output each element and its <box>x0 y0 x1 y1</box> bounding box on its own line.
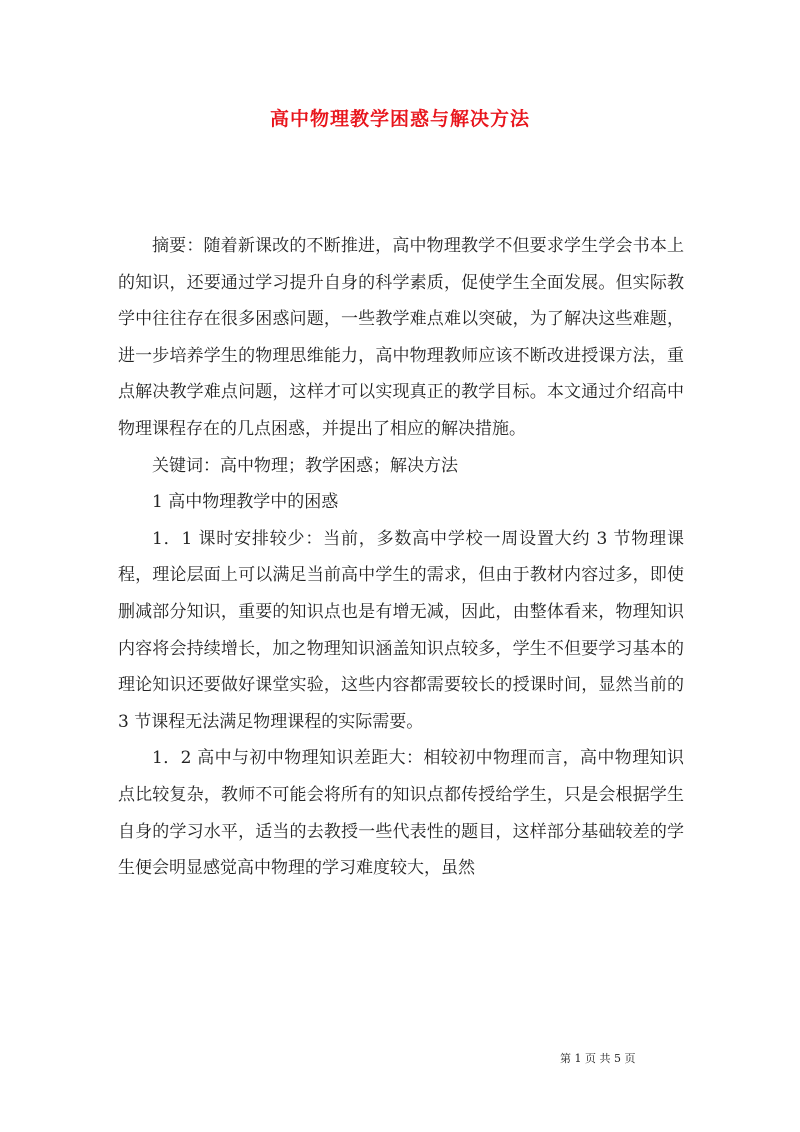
document-body <box>118 228 684 887</box>
section-1-2-paragraph: 1．2 高中与初中物理知识差距大：相较初中物理而言，高中物理知识点比较复杂，教师不可能会将所有的知识点都传授给学生，只是会根据学生自身的学习水平，适当的去教授一些代表性的题目，这样部分基础较差的学生便会明显感觉高中物理的学习难度较大，虽然 <box>118 748 684 879</box>
abstract-paragraph: 摘要：随着新课改的不断推进，高中物理教学不但要求学生学会书本上的知识，还要通过学习提升自身的科学素质，促使学生全面发展。但实际教学中往往存在很多困惑问题，一些教学难点难以突破，为了解决这些难题，进一步培养学生的物理思维能力，高中物理教师应该不断改进授课方法，重点解决教学难点问题，这样才可以实现真正的教学目标。本文通过介绍高中物理课程存在的几点困惑，并提出了相应的解决措施。 <box>118 236 684 439</box>
section-1-1-paragraph: 1．1 课时安排较少：当前，多数高中学校一周设置大约 3 节物理课程，理论层面上可以满足当前高中学生的需求，但由于教材内容过多，即使删减部分知识，重要的知识点也是有增无减，因此，由整体看来，物理知识内容将会持续增长，加之物理知识涵盖知识点较多，学生不但要学习基本的理论知识还要做好课堂实验，这些内容都需要较长的授课时间，显然当前的 3 节课程无法满足物理课程的实际需要。 <box>118 528 684 732</box>
keywords-paragraph: 关键词：高中物理；教学困惑；解决方法 <box>152 455 458 476</box>
page-number-footer: 第 1 页 共 5 页 <box>560 1052 636 1065</box>
section-heading: 1 高中物理教学中的困惑 <box>152 492 339 513</box>
document-title: 高中物理教学困惑与解决方法 <box>269 108 530 130</box>
